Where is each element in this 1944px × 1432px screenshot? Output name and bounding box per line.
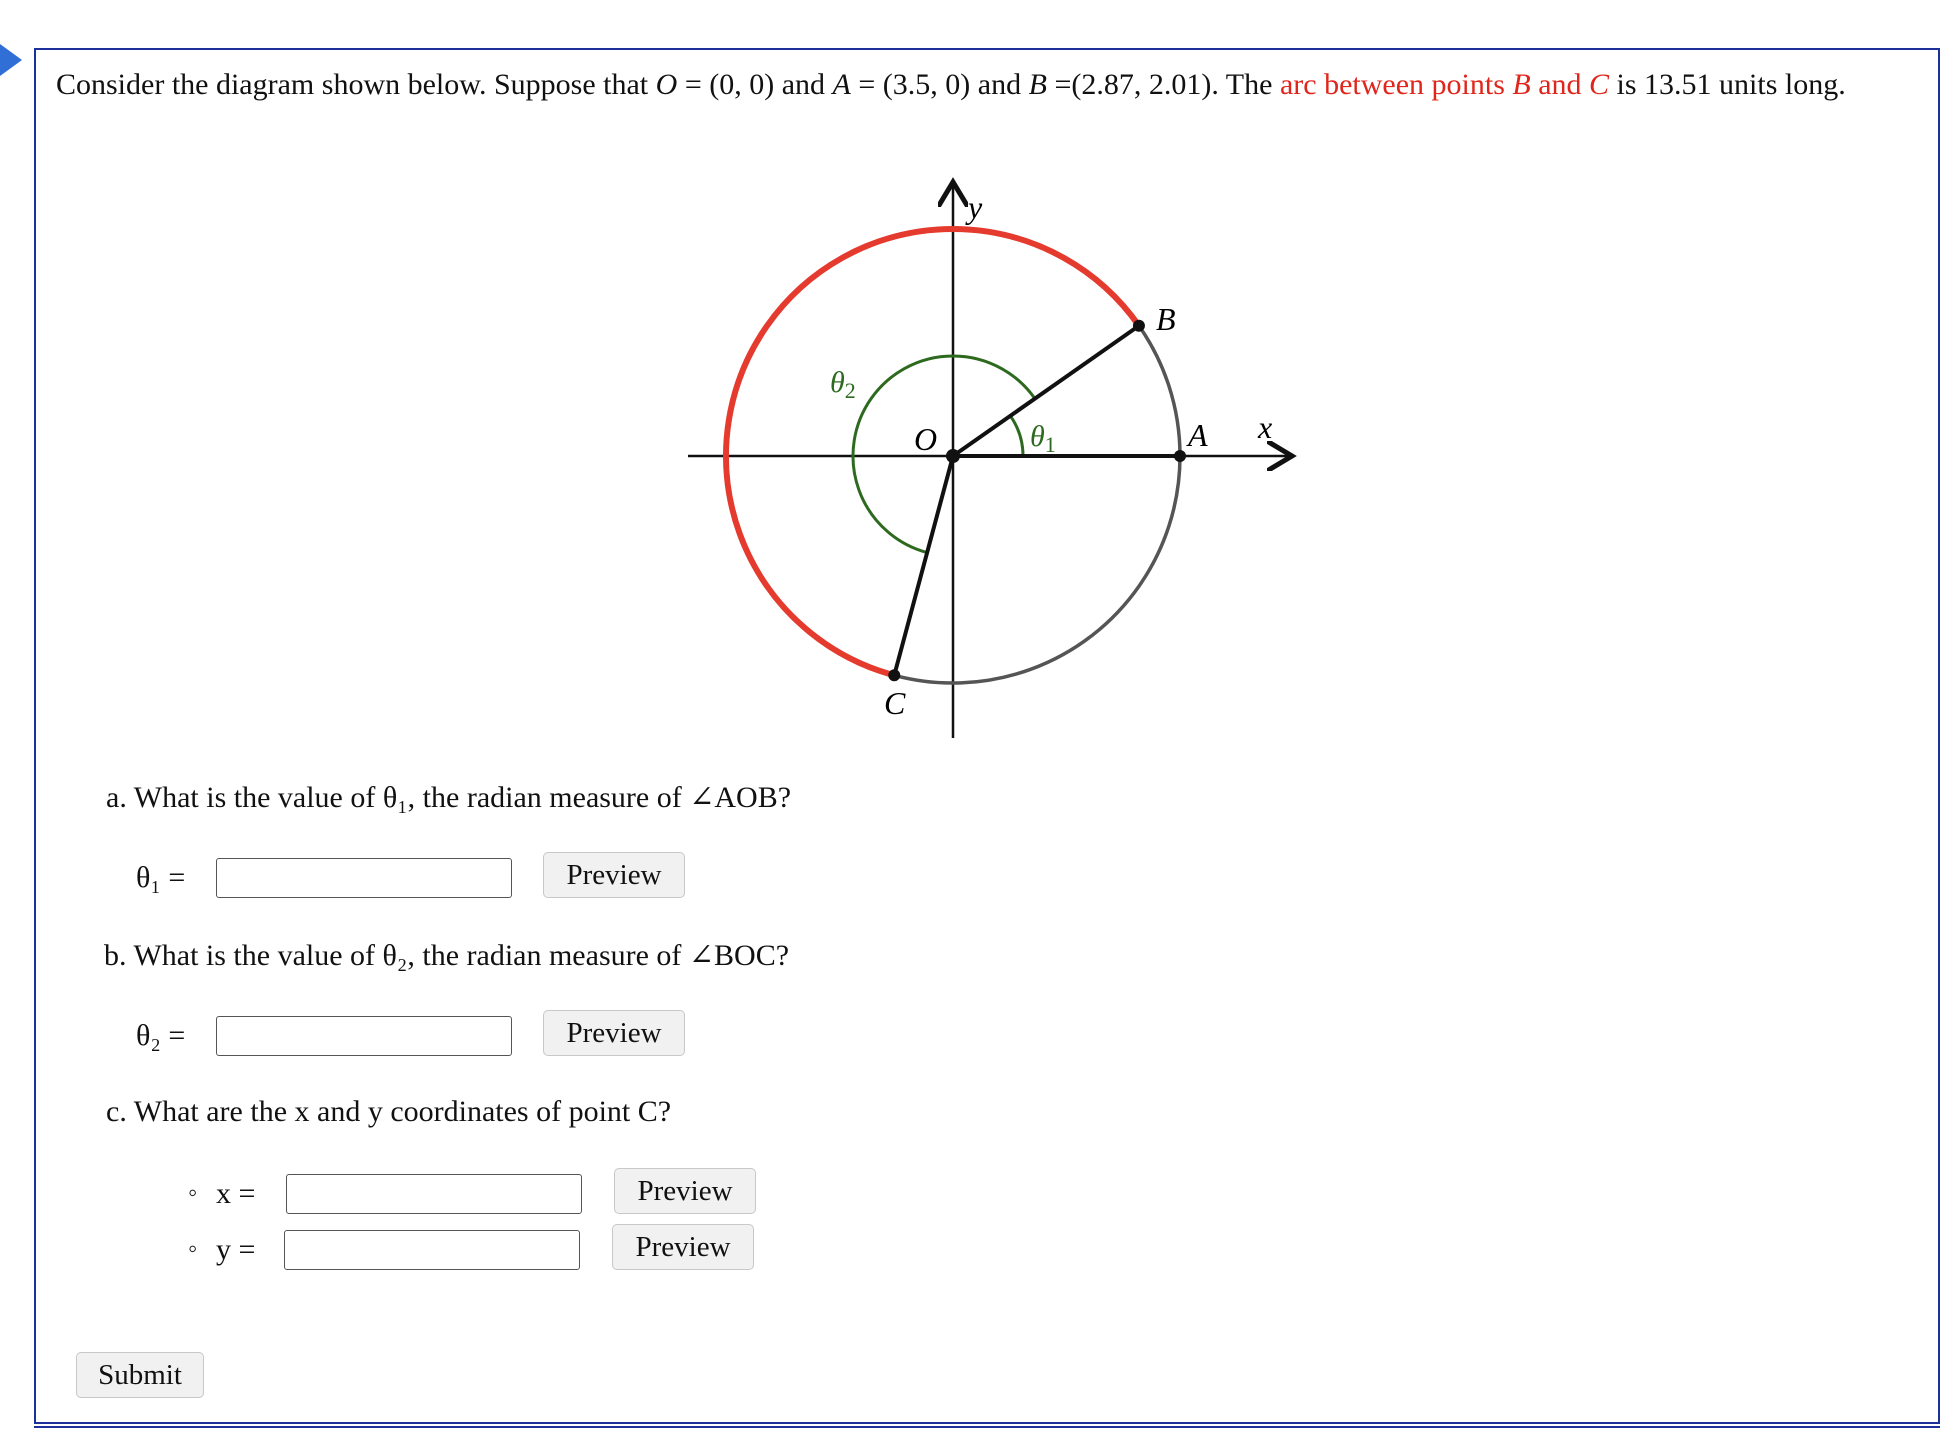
label-c: C [884, 685, 906, 721]
x-coordinate-label: x = [216, 1177, 256, 1210]
symbol-a: A [832, 68, 851, 101]
value-b: (2.87, 2.01) [1071, 68, 1212, 101]
x-coordinate-input[interactable] [286, 1174, 582, 1214]
theta2-preview-button[interactable]: Preview [543, 1010, 685, 1056]
bullet-y: ◦ [188, 1234, 198, 1263]
point-b [1133, 320, 1145, 332]
question-a: a. What is the value of θ₁, the radian measure of ∠AOB? [106, 781, 792, 814]
intro-text: Consider the diagram shown below. Suppose that [56, 68, 649, 101]
section-marker-icon [0, 44, 22, 76]
arc-length-text: is 13.51 units long. [1616, 68, 1846, 101]
label-o: O [914, 421, 938, 457]
x-preview-button[interactable]: Preview [614, 1168, 756, 1214]
equals: = [858, 68, 876, 101]
point-a [1174, 450, 1186, 462]
theta1-angle-arc [1010, 416, 1023, 456]
y-preview-button[interactable]: Preview [612, 1224, 754, 1270]
y-coordinate-label: y = [216, 1233, 256, 1266]
question-c: c. What are the x and y coordinates of point C? [106, 1095, 672, 1128]
problem-statement [56, 64, 1916, 106]
arc-highlight [1280, 68, 1617, 101]
bullet-x: ◦ [188, 1178, 198, 1207]
equals: = [684, 68, 702, 101]
symbol-o: O [655, 68, 678, 101]
unit-circle-diagram [660, 170, 1310, 750]
point-o [946, 449, 960, 463]
and-text: and [781, 68, 826, 101]
equals: = [1054, 68, 1072, 101]
label-a: A [1188, 417, 1208, 453]
theta2-label: θ₂ = [136, 1019, 186, 1052]
theta2-input[interactable] [216, 1016, 512, 1056]
point-c [888, 669, 900, 681]
circle-arc-gray [894, 326, 1180, 683]
theta1-preview-button[interactable]: Preview [543, 852, 685, 898]
and-text: and [977, 68, 1022, 101]
label-theta2: $\theta_2$ [830, 366, 856, 403]
y-coordinate-input[interactable] [284, 1230, 580, 1270]
and-text: and [1538, 68, 1582, 101]
submit-button[interactable]: Submit [76, 1352, 204, 1398]
symbol-b: B [1028, 68, 1047, 101]
theta1-label: θ₁ = [136, 861, 186, 894]
label-y: y [968, 189, 983, 225]
divider [34, 1426, 1940, 1428]
label-b: B [1156, 301, 1176, 337]
value-a: (3.5, 0) [882, 68, 971, 101]
ray-oc [894, 456, 953, 675]
symbol-c: C [1589, 68, 1610, 101]
theta1-input[interactable] [216, 858, 512, 898]
label-theta1: $\theta_1$ [1030, 420, 1056, 457]
value-o: (0, 0) [709, 68, 775, 101]
the-text: . The [1211, 68, 1273, 101]
label-x: x [1258, 409, 1273, 445]
arc-text: arc between points [1279, 68, 1505, 101]
symbol-b: B [1512, 68, 1531, 101]
question-b: b. What is the value of θ₂, the radian measure of ∠BOC? [104, 939, 790, 972]
